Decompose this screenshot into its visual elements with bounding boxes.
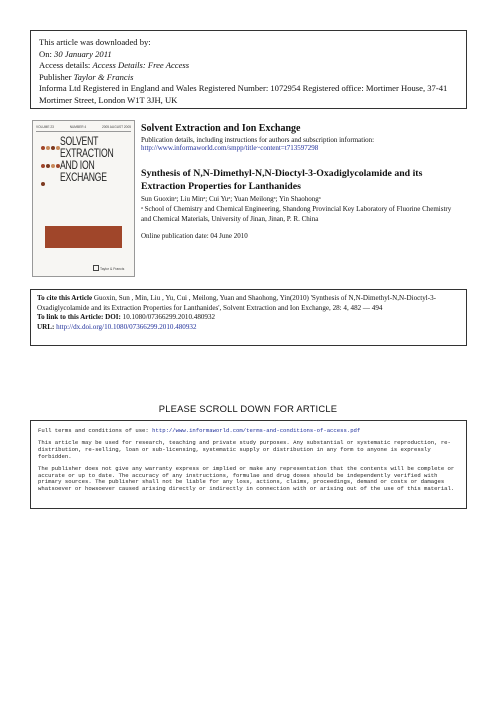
cover-title-line: EXTRACTION xyxy=(60,146,114,160)
download-info-box xyxy=(30,30,467,109)
access-details-line xyxy=(39,60,458,72)
article-title: Synthesis of N,N-Dimethyl-N,N-Dioctyl-3-Oxadiglycolamide and its Extraction Properties for Lanthanides xyxy=(141,168,423,192)
publisher-label: Publisher xyxy=(39,71,74,82)
article-authors: Sun Guoxinᵃ; Liu Minᵃ; Cui Yuᵃ; Yuan Meilongᵃ; Yin Shaohongᵃ xyxy=(141,195,321,203)
access-value: Access Details: Free Access xyxy=(92,60,190,71)
cover-dot xyxy=(51,164,55,168)
publication-details: Publication details, including instructions for authors and subscription information: xyxy=(141,136,375,144)
cover-dot xyxy=(41,182,45,186)
journal-url-link[interactable]: http://www.informaworld.com/smpp/title~content=t713597298 xyxy=(141,144,319,152)
full-terms-link[interactable]: http://www.informaworld.com/terms-and-conditions-of-access.pdf xyxy=(152,427,361,434)
cover-title xyxy=(60,135,112,183)
doi-line xyxy=(37,313,460,323)
cover-header-rule xyxy=(36,131,131,132)
scroll-notice: PLEASE SCROLL DOWN FOR ARTICLE xyxy=(158,403,338,414)
url-label: URL: xyxy=(37,322,57,331)
full-terms-label: Full terms and conditions of use: xyxy=(38,427,153,434)
cite-text: Guoxin, Sun , Min, Liu , Yu, Cui , Meilong, Yuan and Shaohong, Yin(2010) 'Synthesis of N,N-Dimethyl-N,N-Dioctyl-3-Oxadiglycolamide and its Extraction Properties for Lanthanides', Solvent Extraction and Ion Exchange, 28: 4, 482 — 494 xyxy=(37,294,437,312)
cite-line xyxy=(37,294,460,313)
cover-dot xyxy=(56,146,60,150)
link-label: To link to this Article: DOI: xyxy=(37,313,123,322)
full-terms-line xyxy=(38,428,459,435)
cover-title-line: EXCHANGE xyxy=(60,170,107,184)
cover-dot-pattern xyxy=(40,137,60,191)
access-label: Access details: xyxy=(39,60,93,71)
journal-cover-image xyxy=(32,120,135,277)
terms-paragraph-1: This article may be used for research, teaching and private study purposes. Any substantial or systematic reproduction, re-distribution, re-selling, loan or sub-licensing, systematic supply or distribution in any form to anyone is expressly forbidden. xyxy=(38,438,451,460)
publisher-value: Taylor & Francis xyxy=(73,71,134,82)
cover-issue: 2005 AUGUST 2005 xyxy=(101,125,131,129)
terms-paragraph-2: The publisher does not give any warranty express or implied or make any representation that the contents will be complete or accurate or up to date. The accuracy of any instructions, formulae and drug doses should be independently verified with primary sources. The publisher shall not be liable for any loss, actions, claims, proceedings, demand or costs or damages whatsoever or howsoever caused arising directly or indirectly in connection with or arising out of the use of this material. xyxy=(38,464,455,493)
publisher-logo-icon xyxy=(93,265,99,271)
registration-text: Informa Ltd Registered in England and Wales Registered Number: 1072954 Registered office: Mortimer House, 37-41 Mortimer Street, London W1T 3JH, UK xyxy=(39,83,448,105)
downloaded-by-line: This article was downloaded by: xyxy=(39,37,151,47)
download-date-line xyxy=(39,49,458,61)
cite-label: To cite this Article xyxy=(37,294,94,302)
cover-volume: VOLUME 23 xyxy=(36,125,54,129)
cover-title-line: SOLVENT xyxy=(60,134,99,148)
journal-name: Solvent Extraction and Ion Exchange xyxy=(141,123,301,134)
url-line xyxy=(37,323,460,333)
on-date: 30 January 2011 xyxy=(54,48,112,59)
cover-title-line: AND ION xyxy=(60,158,95,172)
citation-box xyxy=(30,289,467,346)
cover-dot xyxy=(51,146,55,150)
cover-dot xyxy=(56,164,60,168)
cover-dot xyxy=(41,164,45,168)
cover-dot xyxy=(41,146,45,150)
doi-value: 10.1080/07366299.2010.480932 xyxy=(122,313,216,322)
doi-url-link[interactable]: http://dx.doi.org/10.1080/07366299.2010.480932 xyxy=(56,322,197,331)
cover-publisher xyxy=(93,265,124,271)
cover-dot xyxy=(46,164,50,168)
cover-color-block xyxy=(45,226,122,248)
terms-box xyxy=(30,420,467,509)
publisher-line xyxy=(39,72,458,84)
online-publication-date: Online publication date: 04 June 2010 xyxy=(141,232,248,240)
cover-header xyxy=(36,125,131,129)
cover-publisher-text: Taylor & Francis xyxy=(100,267,125,271)
on-label: On: xyxy=(39,48,55,59)
cover-number: NUMBER 4 xyxy=(69,125,87,129)
author-affiliation: ᵃ School of Chemistry and Chemical Engineering, Shandong Provincial Key Laboratory of Fluorine Chemistry and Chemical Materials, University of Jinan, Jinan, P. R. China xyxy=(141,205,452,223)
cover-dot xyxy=(46,146,50,150)
